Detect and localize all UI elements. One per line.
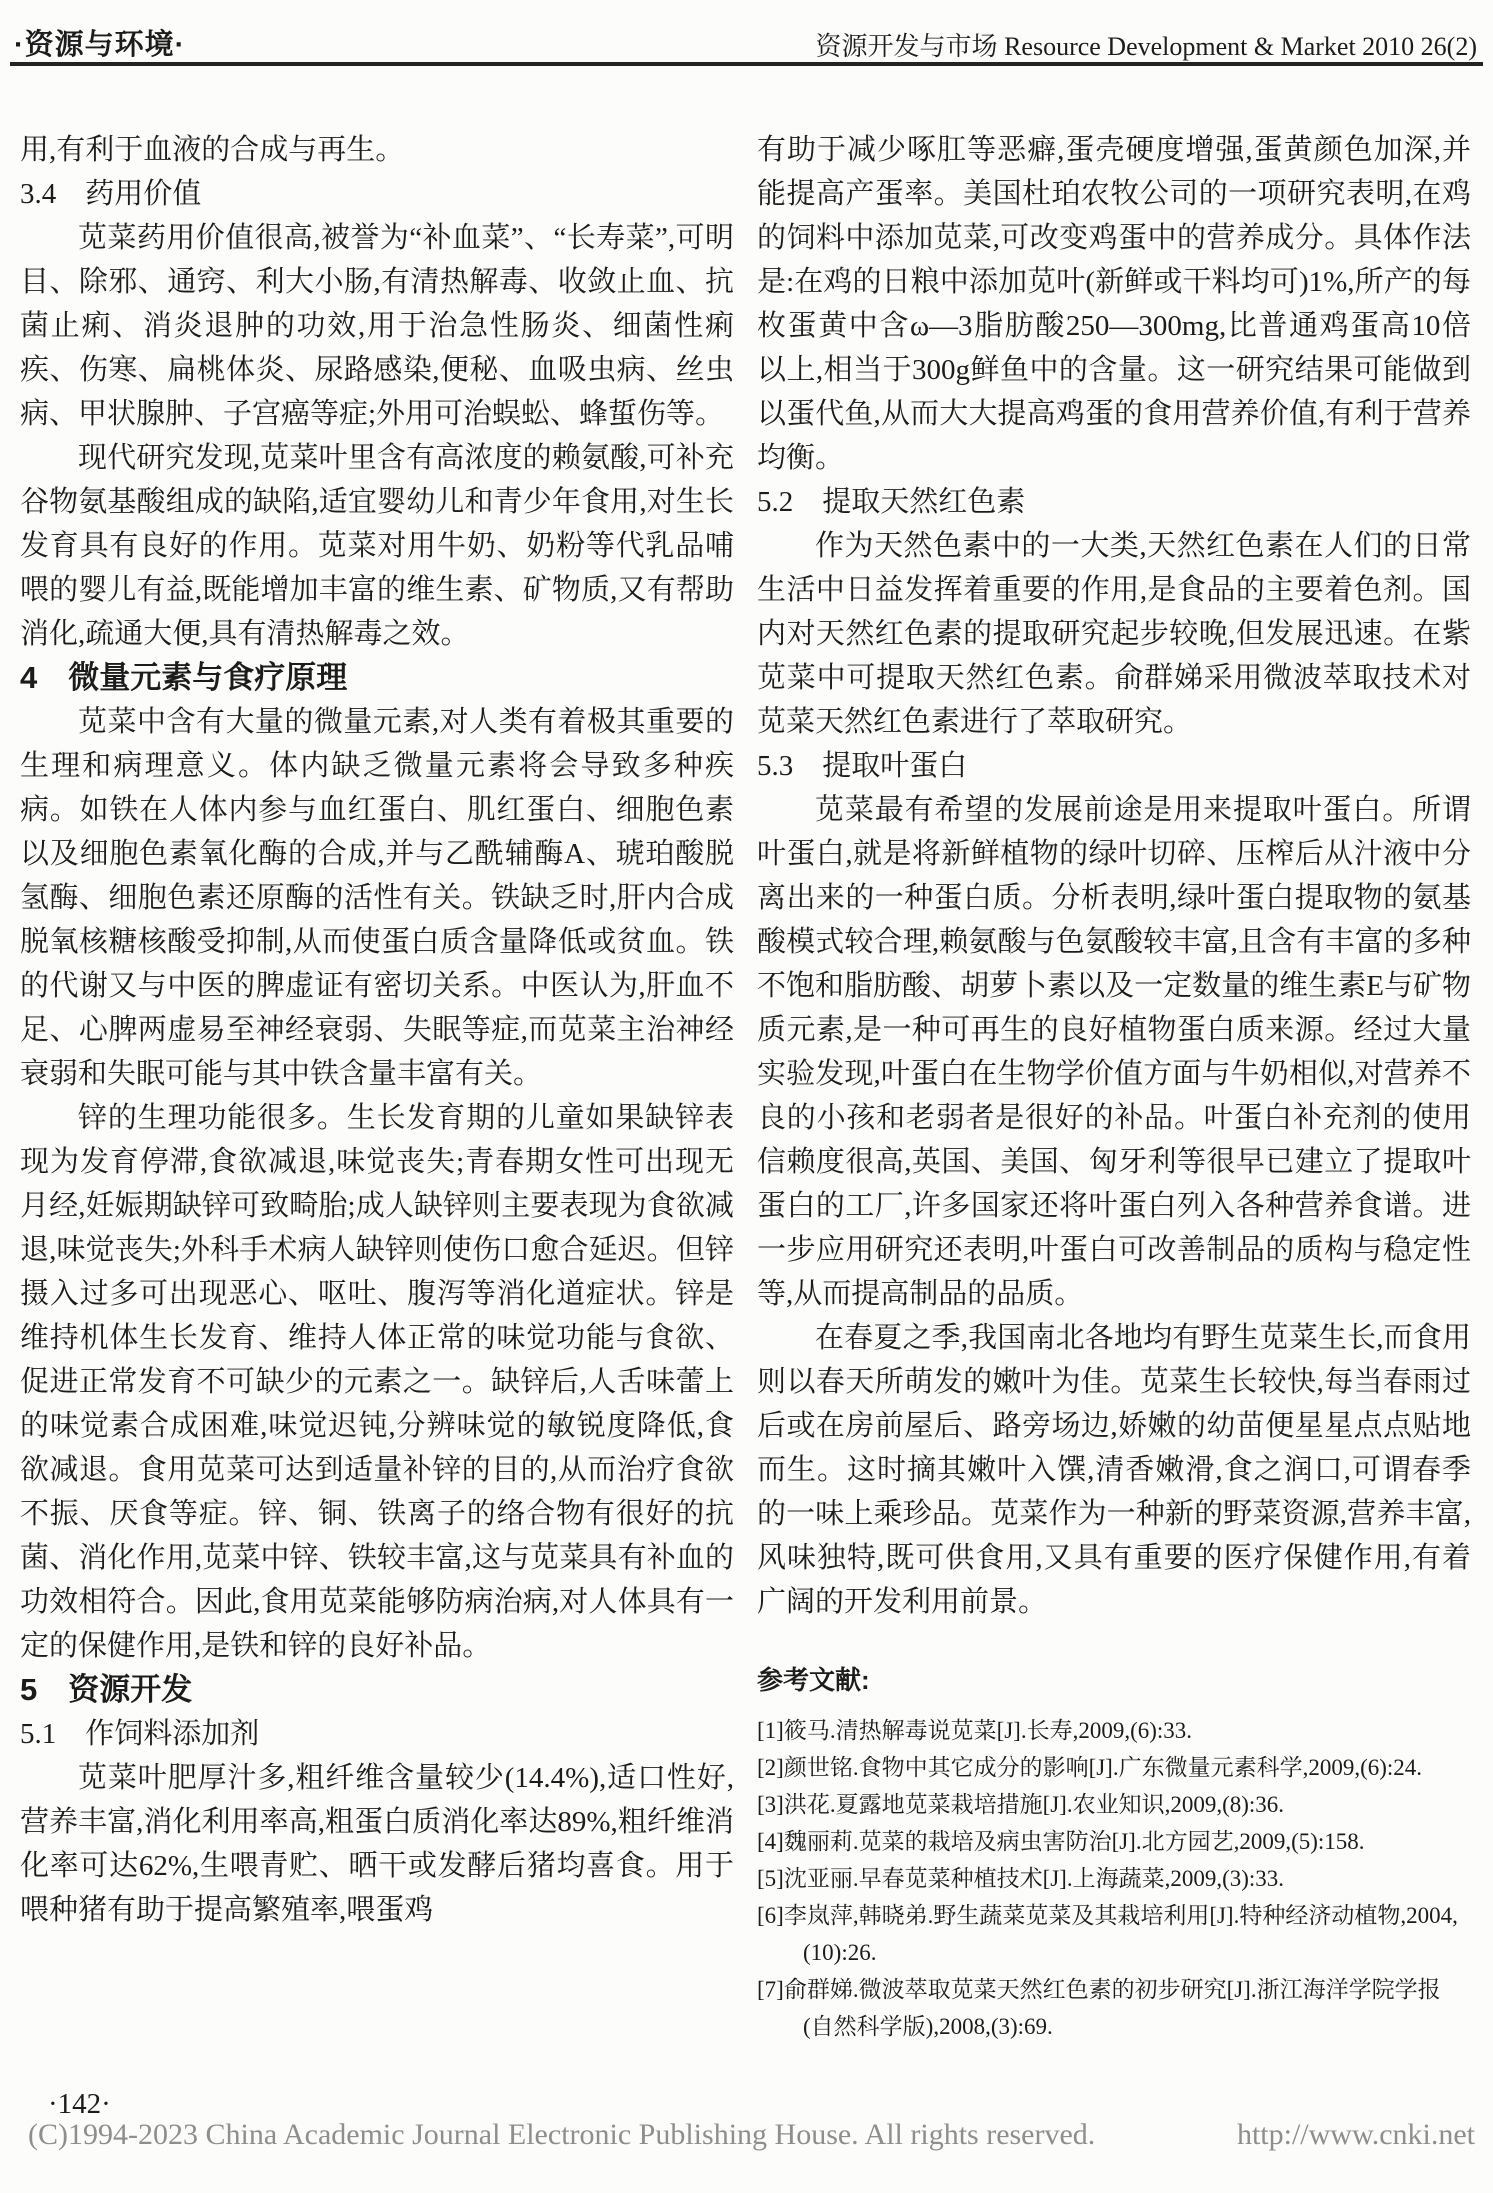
paragraph: 用,有利于血液的合成与再生。 — [20, 134, 405, 166]
right-column — [757, 128, 1471, 2045]
journal-header — [816, 26, 1477, 63]
section-heading: 4 微量元素与食疗原理 — [20, 660, 348, 695]
paragraph: 作为天然色素中的一大类,天然红色素在人们的日常生活中日益发挥着重要的作用,是食品的主要着色剂。国内对天然红色素的提取研究起步较晚,但发展迅速。在紫苋菜中可提取天然红色素。俞群娣采用微波萃取技术对苋菜天然红色素进行了萃取研究。 — [757, 530, 1471, 738]
subsection-heading: 5.3 提取叶蛋白 — [757, 750, 968, 782]
paragraph: 苋菜药用价值很高,被誉为“补血菜”、“长寿菜”,可明目、除邪、通窍、利大小肠,有清热解毒、收敛止血、抗菌止痢、消炎退肿的功效,用于治急性肠炎、细菌性痢疾、伤寒、扁桃体炎、尿路感染,便秘、血吸虫病、丝虫病、甲状腺肿、子宫癌等症;外用可治蜈蚣、蜂蜇伤等。 — [20, 222, 734, 430]
paragraph: 在春夏之季,我国南北各地均有野生苋菜生长,而食用则以春天所萌发的嫩叶为佳。苋菜生长较快,每当春雨过后或在房前屋后、路旁场边,娇嫩的幼苗便星星点点贴地而生。这时摘其嫩叶入馔,清香嫩滑,食之润口,可谓春季的一味上乘珍品。苋菜作为一种新的野菜资源,营养丰富,风味独特,既可供食用,又具有重要的医疗保健作用,有着广阔的开发利用前景。 — [757, 1322, 1471, 1618]
subsection-heading: 5.1 作饲料添加剂 — [20, 1718, 260, 1750]
paragraph: 苋菜中含有大量的微量元素,对人类有着极其重要的生理和病理意义。体内缺乏微量元素将会导致多种疾病。如铁在人体内参与血红蛋白、肌红蛋白、细胞色素以及细胞色素氧化酶的合成,并与乙酰辅酶A、琥珀酸脱氢酶、细胞色素还原酶的活性有关。铁缺乏时,肝内合成脱氧核糖核酸受抑制,从而使蛋白质含量降低或贫血。铁的代谢又与中医的脾虚证有密切关系。中医认为,肝血不足、心脾两虚易至神经衰弱、失眠等症,而苋菜主治神经衰弱和失眠可能与其中铁含量丰富有关。 — [20, 706, 734, 1090]
journal-title-cn: 资源开发与市场 — [815, 32, 998, 61]
page-number: ·142· — [48, 2088, 111, 2120]
reference-item: [4]魏丽莉.苋菜的栽培及病虫害防治[J].北方园艺,2009,(5):158. — [757, 1829, 1365, 1854]
reference-item: [5]沈亚丽.早春苋菜种植技术[J].上海蔬菜,2009,(3):33. — [757, 1866, 1285, 1891]
reference-item: [1]筱马.清热解毒说苋菜[J].长寿,2009,(6):33. — [757, 1718, 1193, 1743]
journal-issue: 2010 26(2) — [1362, 32, 1477, 61]
subsection-heading: 3.4 药用价值 — [20, 178, 202, 210]
reference-item: [6]李岚萍,韩晓弟.野生蔬菜苋菜及其栽培利用[J].特种经济动植物,2004,(10):26. — [757, 1903, 1458, 1965]
section-heading: 5 资源开发 — [20, 1672, 193, 1707]
left-column — [20, 128, 734, 1932]
watermark-text: (C)1994-2023 China Academic Journal Electronic Publishing House. All rights reserved. — [28, 2118, 1096, 2151]
paragraph: 苋菜最有希望的发展前途是用来提取叶蛋白。所谓叶蛋白,就是将新鲜植物的绿叶切碎、压榨后从汁液中分离出来的一种蛋白质。分析表明,绿叶蛋白提取物的氨基酸模式较合理,赖氨酸与色氨酸较丰富,且含有丰富的多种不饱和脂肪酸、胡萝卜素以及一定数量的维生素E与矿物质元素,是一种可再生的良好植物蛋白质来源。经过大量实验发现,叶蛋白在生物学价值方面与牛奶相似,对营养不良的小孩和老弱者是很好的补品。叶蛋白补充剂的使用信赖度很高,英国、美国、匈牙利等很早已建立了提取叶蛋白的工厂,许多国家还将叶蛋白列入各种营养食谱。进一步应用研究还表明,叶蛋白可改善制品的质构与稳定性等,从而提高制品的品质。 — [757, 794, 1471, 1310]
paragraph: 有助于减少啄肛等恶癖,蛋壳硬度增强,蛋黄颜色加深,并能提高产蛋率。美国杜珀农牧公司的一项研究表明,在鸡的饲料中添加苋菜,可改变鸡蛋中的营养成分。具体作法是:在鸡的日粮中添加苋叶(新鲜或干料均可)1%,所产的每枚蛋黄中含ω—3脂肪酸250—300mg,比普通鸡蛋高10倍以上,相当于300g鲜鱼中的含量。这一研究结果可能做到以蛋代鱼,从而大大提高鸡蛋的食用营养价值,有利于营养均衡。 — [757, 134, 1471, 474]
watermark-url: http://www.cnki.net — [1236, 2118, 1475, 2151]
paragraph: 现代研究发现,苋菜叶里含有高浓度的赖氨酸,可补充谷物氨基酸组成的缺陷,适宜婴幼儿和青少年食用,对生长发育具有良好的作用。苋菜对用牛奶、奶粉等代乳品哺喂的婴儿有益,既能增加丰富的维生素、矿物质,又有帮助消化,疏通大便,具有清热解毒之效。 — [20, 442, 734, 650]
header-rule — [10, 62, 1483, 66]
references — [757, 1662, 1471, 2045]
subsection-heading: 5.2 提取天然红色素 — [757, 486, 1026, 518]
paragraph: 苋菜叶肥厚汁多,粗纤维含量较少(14.4%),适口性好,营养丰富,消化利用率高,粗蛋白质消化率达89%,粗纤维消化率可达62%,生喂青贮、晒干或发酵后猪均喜食。用于喂种猪有助于提高繁殖率,喂蛋鸡 — [20, 1762, 734, 1926]
reference-item: [7]俞群娣.微波萃取苋菜天然红色素的初步研究[J].浙江海洋学院学报(自然科学版),2008,(3):69. — [757, 1977, 1441, 2039]
journal-section-label: ·资源与环境· — [14, 29, 186, 61]
reference-item: [2]颜世铭.食物中其它成分的影响[J].广东微量元素科学,2009,(6):24. — [757, 1755, 1423, 1780]
journal-title-en: Resource Development & Market — [1004, 32, 1356, 61]
paragraph: 锌的生理功能很多。生长发育期的儿童如果缺锌表现为发育停滞,食欲减退,味觉丧失;青春期女性可出现无月经,妊娠期缺锌可致畸胎;成人缺锌则主要表现为食欲减退,味觉丧失;外科手术病人缺锌则使伤口愈合延迟。但锌摄入过多可出现恶心、呕吐、腹泻等消化道症状。锌是维持机体生长发育、维持人体正常的味觉功能与食欲、促进正常发育不可缺少的元素之一。缺锌后,人舌味蕾上的味觉素合成困难,味觉迟钝,分辨味觉的敏锐度降低,食欲减退。食用苋菜可达到适量补锌的目的,从而治疗食欲不振、厌食等症。锌、铜、铁离子的络合物有很好的抗菌、消化作用,苋菜中锌、铁较丰富,这与苋菜具有补血的功效相符合。因此,食用苋菜能够防病治病,对人体具有一定的保健作用,是铁和锌的良好补品。 — [20, 1102, 734, 1662]
reference-item: [3]洪花.夏露地苋菜栽培措施[J].农业知识,2009,(8):36. — [757, 1792, 1285, 1817]
watermark — [28, 2118, 1475, 2152]
references-heading: 参考文献: — [757, 1665, 870, 1695]
